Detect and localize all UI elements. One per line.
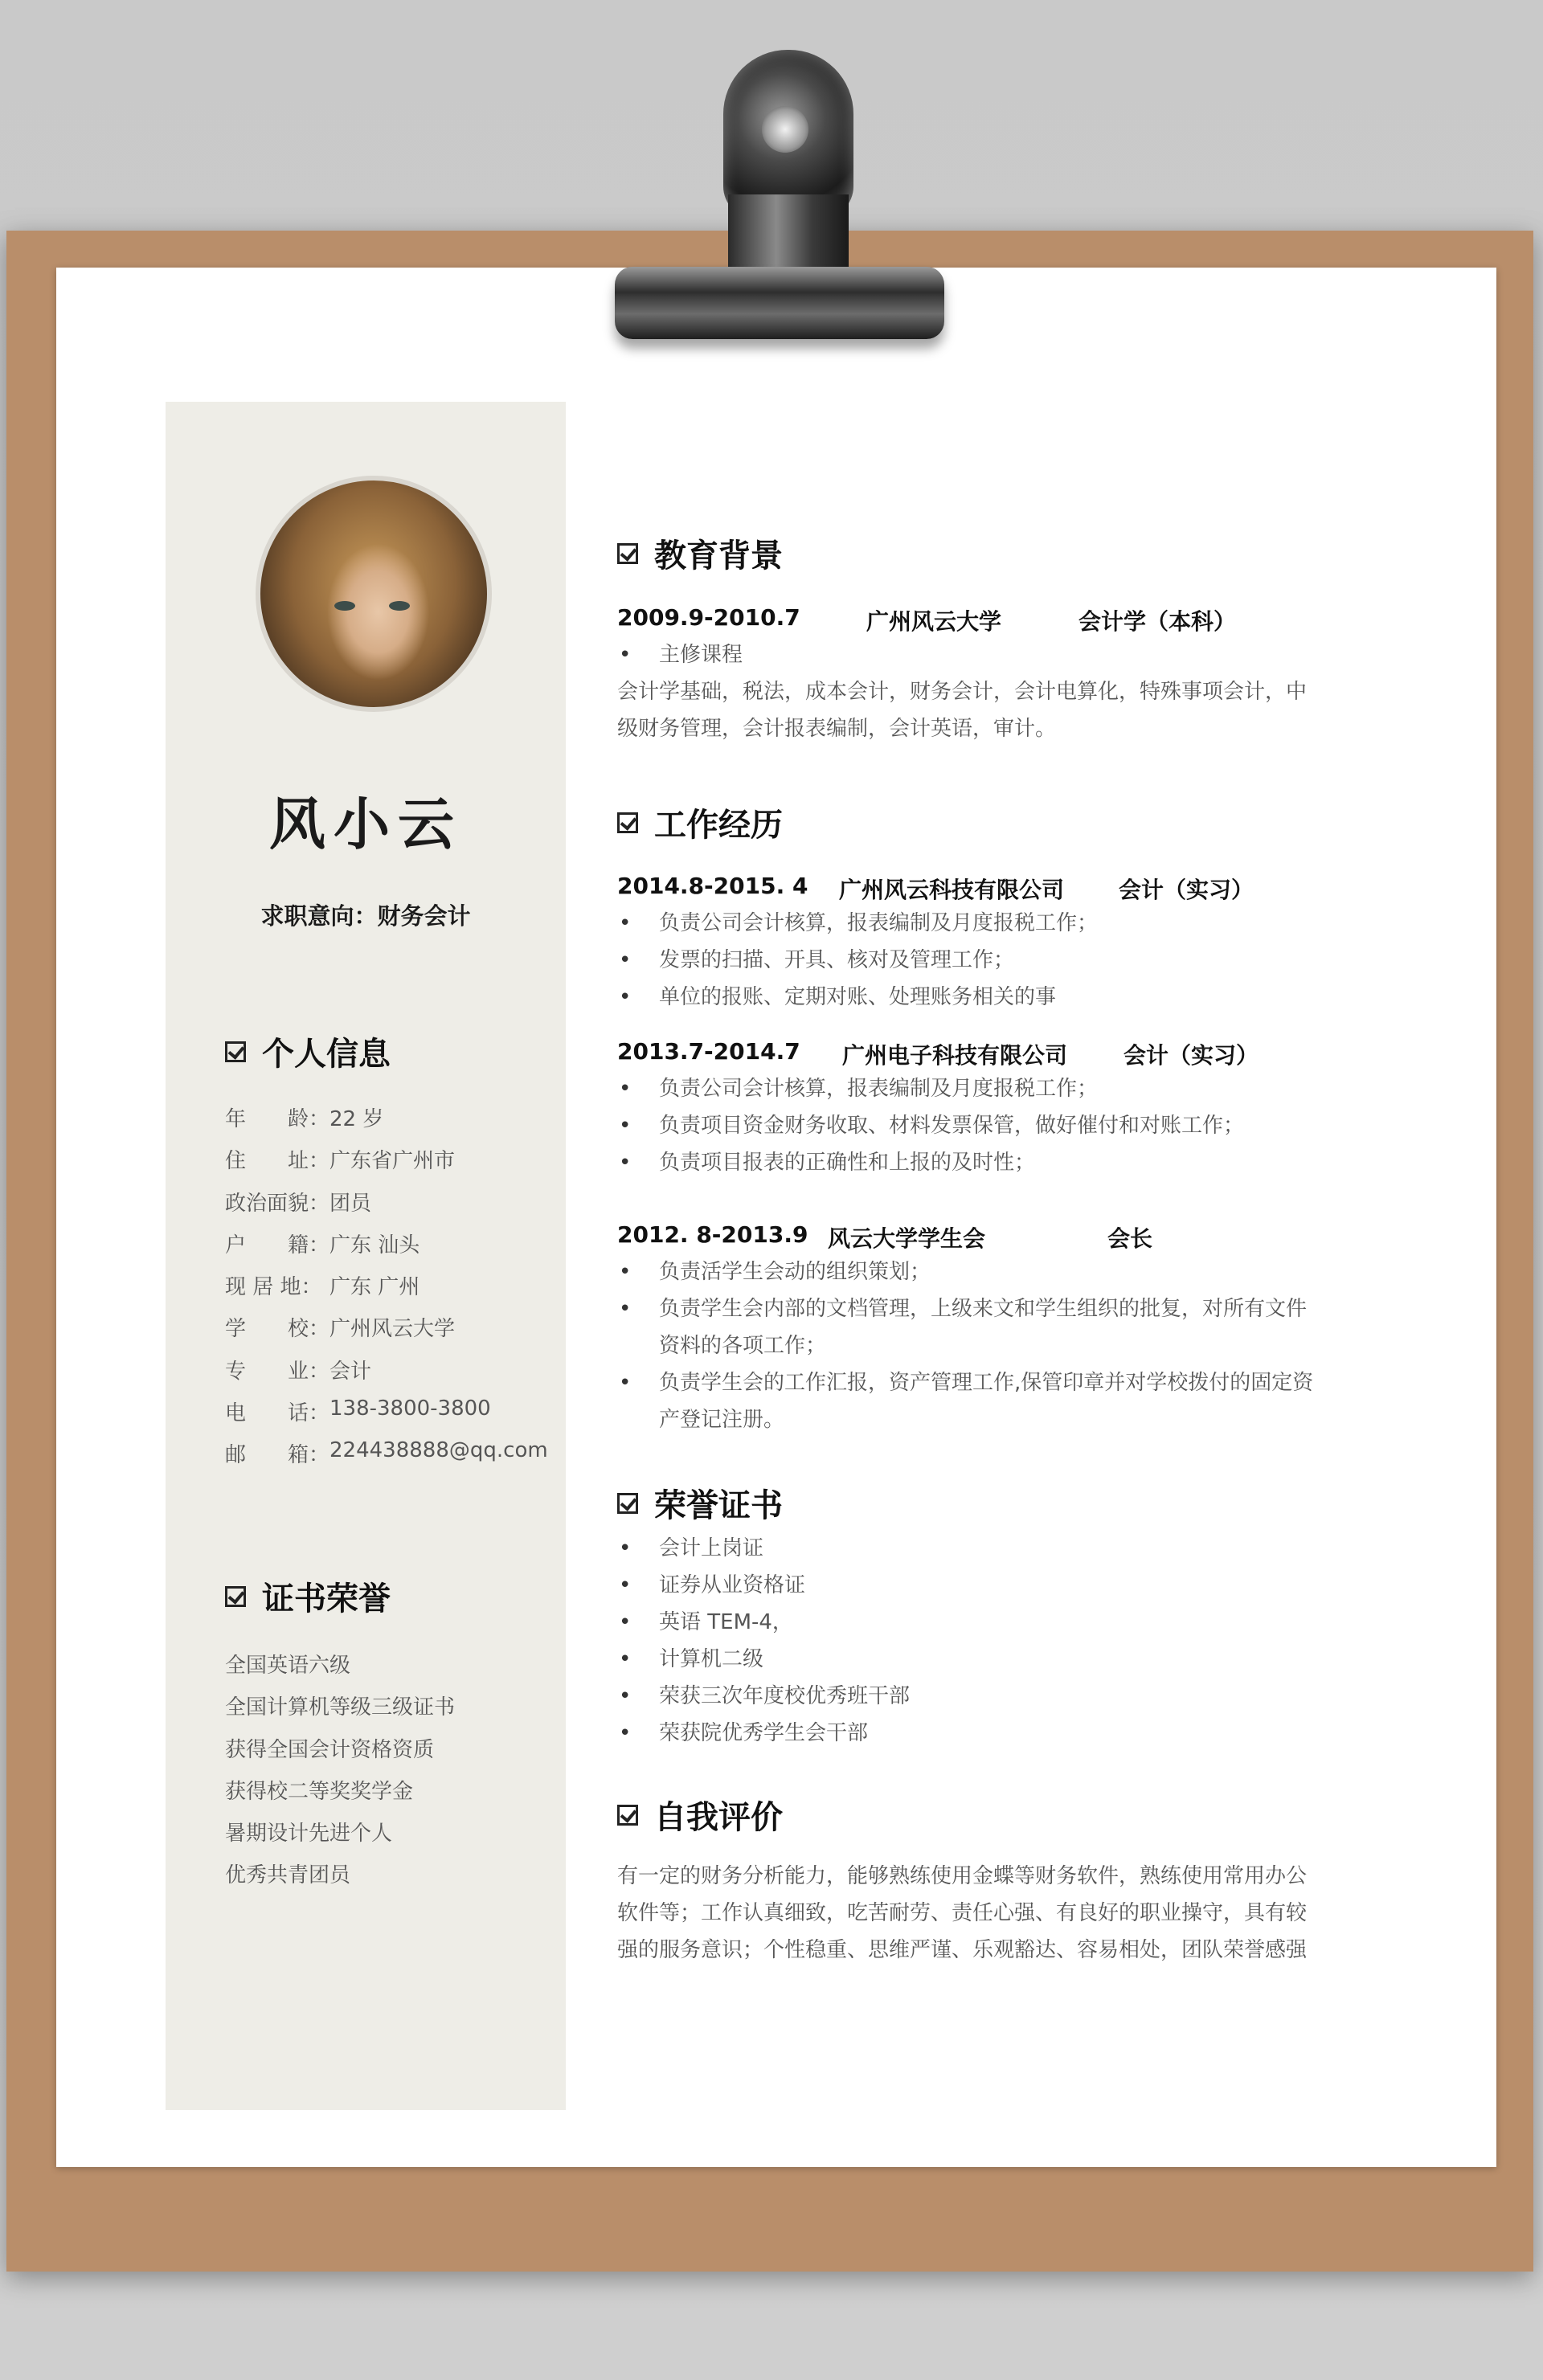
- job-company: 广州电子科技有限公司: [842, 1042, 1068, 1069]
- job-row: [617, 1038, 1324, 1067]
- courses-line: 级财务管理，会计报表编制，会计英语，审计。: [617, 717, 1057, 741]
- education-bullets: [617, 636, 1324, 673]
- job-row: [617, 1221, 1324, 1250]
- self-eval-title: 自我评价: [654, 1799, 783, 1836]
- certs-side-list: [225, 1649, 455, 1901]
- honors-heading: [617, 1480, 783, 1526]
- list-item: • 负责项目资金财务收取、材料发票保管，做好催付和对账工作；: [617, 1107, 1324, 1144]
- resume-sidebar: [166, 402, 566, 2110]
- clip-ring: [723, 50, 853, 219]
- checkbox-icon: [225, 1041, 246, 1062]
- list-item: • 荣获院优秀学生会干部: [617, 1715, 1324, 1752]
- list-item: • 负责学生会的工作汇报，资产管理工作,保管印章并对学校拨付的固定资产登记注册。: [617, 1364, 1316, 1438]
- list-item: • 单位的报账、定期对账、处理账务相关的事: [617, 979, 1324, 1016]
- clip-hole: [762, 106, 808, 153]
- self-eval-line: 软件等；工作认真细致，吃苦耐劳、责任心强、有良好的职业操守，具有较: [617, 1901, 1308, 1925]
- list-item: • 计算机二级: [617, 1641, 1324, 1678]
- binder-clip: [579, 50, 948, 355]
- info-row-political: [225, 1187, 563, 1229]
- job-date: 2014.8-2015. 4: [617, 873, 808, 899]
- info-label: 年 龄：: [225, 1107, 330, 1131]
- list-item: • 负责项目报表的正确性和上报的及时性；: [617, 1144, 1324, 1181]
- education-school: 广州风云大学: [866, 608, 1002, 635]
- list-item: • 负责公司会计核算，报表编制及月度报税工作；: [617, 905, 1324, 942]
- personal-info-title: 个人信息: [262, 1036, 391, 1073]
- certs-side-title: 证书荣誉: [262, 1581, 391, 1617]
- info-label: 住 址：: [225, 1149, 330, 1174]
- info-row-hukou: [225, 1229, 563, 1270]
- job-company: 广州风云科技有限公司: [839, 877, 1065, 903]
- job-date: 2013.7-2014.7: [617, 1038, 800, 1065]
- education-courses: [617, 673, 1316, 747]
- self-eval-line: 有一定的财务分析能力，能够熟练使用金蝶等财务软件，熟练使用常用办公: [617, 1864, 1308, 1888]
- job-row: [617, 873, 1324, 902]
- photo-eye-right: [389, 601, 410, 611]
- list-item: • 负责活学生会动的组织策划；: [617, 1253, 1316, 1290]
- job-bullets: [617, 905, 1324, 1016]
- clip-stem: [728, 194, 849, 271]
- personal-info-heading: [225, 1028, 391, 1074]
- job-bullets: [617, 1253, 1316, 1438]
- info-value: 138-3800-3800: [329, 1397, 491, 1421]
- list-item: • 发票的扫描、开具、核对及管理工作；: [617, 942, 1324, 979]
- profile-photo: [256, 476, 492, 712]
- checkbox-icon: [617, 1805, 638, 1826]
- checkbox-icon: [617, 1493, 638, 1514]
- clip-base: [615, 267, 944, 339]
- education-date: 2009.9-2010.7: [617, 604, 800, 631]
- list-item: 获得全国会计资格资质: [225, 1737, 435, 1762]
- info-label: 学 校：: [225, 1317, 330, 1342]
- photo-eye-left: [334, 601, 355, 611]
- info-row-residence: [225, 1270, 563, 1312]
- info-row-school: [225, 1312, 563, 1354]
- checkbox-icon: [617, 543, 638, 564]
- info-label: 电 话：: [225, 1401, 330, 1426]
- list-item: • 英语 TEM-4，: [617, 1604, 1324, 1641]
- info-value: 广东 广州: [329, 1275, 420, 1300]
- job-bullets: [617, 1070, 1324, 1181]
- list-item: 全国计算机等级三级证书: [225, 1695, 456, 1720]
- certs-side-heading: [225, 1573, 391, 1619]
- job-role: 会计（实习）: [1119, 877, 1254, 903]
- candidate-name: 风小云: [269, 791, 462, 857]
- personal-info-list: [225, 1102, 563, 1481]
- info-value: 广州风云大学: [329, 1317, 456, 1342]
- list-item: • 荣获三次年度校优秀班干部: [617, 1678, 1324, 1715]
- list-item: 获得校二等奖奖学金: [225, 1779, 414, 1804]
- info-value: 广东省广州市: [329, 1149, 456, 1174]
- checkbox-icon: [225, 1586, 246, 1607]
- list-item: 暑期设计先进个人: [225, 1822, 393, 1846]
- job-company: 风云大学学生会: [828, 1225, 986, 1252]
- honors-list: [617, 1530, 1324, 1752]
- job-date: 2012. 8-2013.9: [617, 1221, 808, 1248]
- info-label: 专 业：: [225, 1359, 330, 1384]
- education-title: 教育背景: [654, 538, 783, 575]
- work-heading: [617, 799, 783, 845]
- info-row-major: [225, 1355, 563, 1397]
- info-label: 现 居 地：: [225, 1275, 322, 1300]
- info-value: 会计: [329, 1359, 372, 1384]
- list-item: 优秀共青团员: [225, 1863, 351, 1888]
- work-title: 工作经历: [654, 807, 783, 844]
- info-label: 户 籍：: [225, 1233, 330, 1257]
- honors-title: 荣誉证书: [654, 1487, 783, 1524]
- list-item: • 会计上岗证: [617, 1530, 1324, 1567]
- info-label: 政治面貌：: [225, 1191, 330, 1216]
- info-value: 广东 汕头: [329, 1233, 420, 1257]
- courses-line: 会计学基础，税法，成本会计，财务会计，会计电算化，特殊事项会计，中: [617, 680, 1308, 704]
- info-row-phone: [225, 1397, 563, 1438]
- list-item: • 负责公司会计核算，报表编制及月度报税工作；: [617, 1070, 1324, 1107]
- info-value: 224438888@qq.com: [329, 1438, 548, 1463]
- info-row-age: [225, 1102, 563, 1144]
- self-eval-text: [617, 1858, 1316, 1969]
- self-eval-line: 强的服务意识；个性稳重、思维严谨、乐观豁达、容易相处，团队荣誉感强: [617, 1938, 1308, 1962]
- checkbox-icon: [617, 812, 638, 833]
- list-item: • 证券从业资格证: [617, 1567, 1324, 1604]
- info-row-address: [225, 1144, 563, 1186]
- info-value: 22 岁: [329, 1107, 384, 1131]
- job-role: 会长: [1107, 1225, 1153, 1252]
- job-intent: 求职意向：财务会计: [260, 902, 471, 930]
- self-eval-heading: [617, 1792, 783, 1838]
- education-major: 会计学（本科）: [1078, 608, 1237, 635]
- job-role: 会计（实习）: [1123, 1042, 1259, 1069]
- list-item: • 负责学生会内部的文档管理，上级来文和学生组织的批复，对所有文件资料的各项工作；: [617, 1290, 1316, 1364]
- list-item: 全国英语六级: [225, 1654, 351, 1678]
- info-value: 团员: [329, 1191, 372, 1216]
- education-row: [617, 604, 1324, 633]
- education-heading: [617, 530, 783, 576]
- list-item: • 主修课程: [617, 636, 1324, 673]
- info-label: 邮 箱：: [225, 1443, 330, 1468]
- info-row-email: [225, 1438, 563, 1480]
